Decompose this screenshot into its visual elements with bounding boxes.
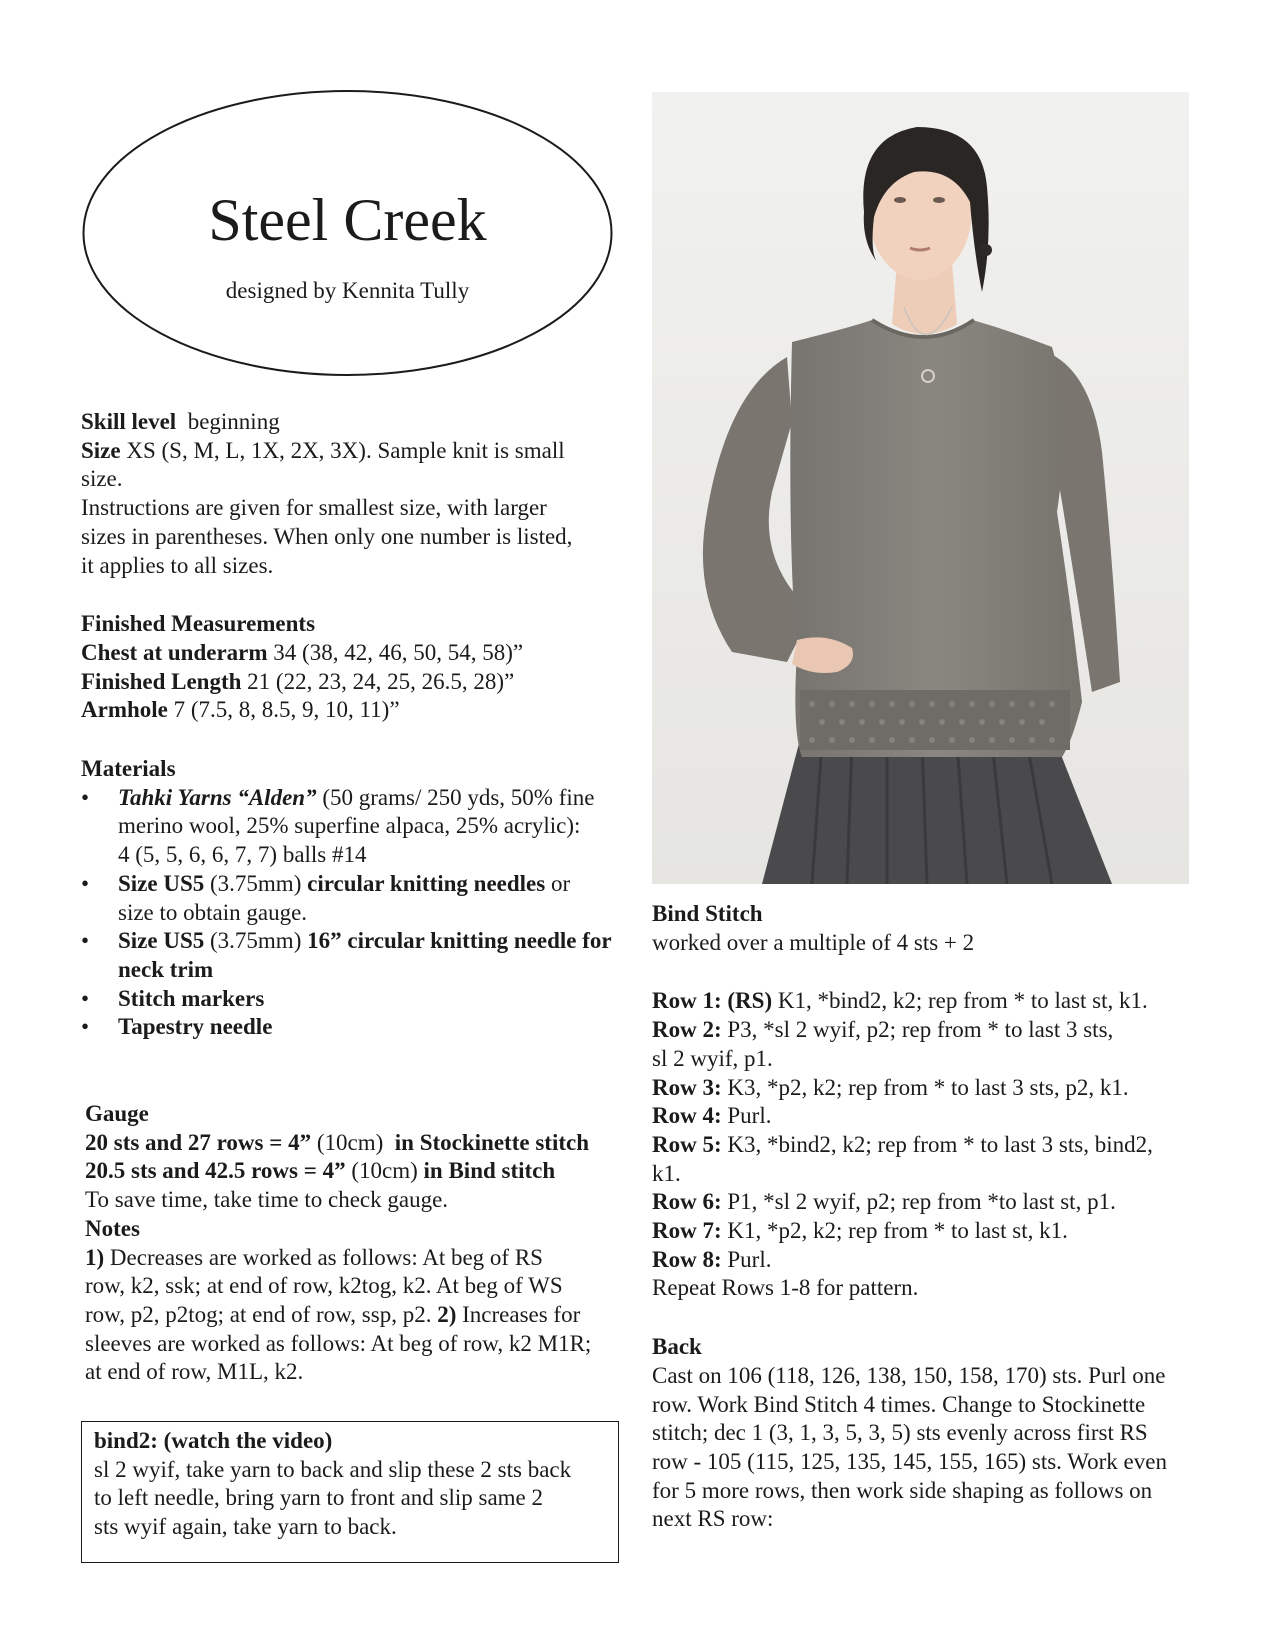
row-line: Row 3: K3, *p2, k2; rep from * to last 3 sts, p2, k1.: [652, 1074, 1129, 1100]
armhole-label: Armhole: [81, 697, 168, 723]
gauge-heading: Gauge: [85, 1101, 149, 1126]
skill-level-value: beginning: [187, 409, 280, 434]
row-line: Row 8: Purl.: [652, 1246, 772, 1272]
size-label: Size: [81, 437, 121, 463]
model-photo: [652, 92, 1189, 884]
skill-level-line: [81, 408, 621, 437]
row-line: Row 2: P3, *sl 2 wyif, p2; rep from * to last 3 sts,: [652, 1017, 1114, 1043]
row-line: Row 6: P1, *sl 2 wyif, p2; rep from *to last st, p1.: [652, 1189, 1116, 1215]
list-item: • Size US5 (3.75mm) circular knitting needles or: [81, 870, 621, 899]
notes-heading: Notes: [85, 1215, 140, 1241]
back-line: next RS row:: [652, 1506, 774, 1532]
back-heading: Back: [652, 1334, 702, 1360]
list-item: • Size US5 (3.75mm) 16” circular knitting needle for: [81, 927, 621, 956]
chest-label: Chest at underarm: [81, 639, 268, 665]
notes-line: row, k2, ssk; at end of row, k2tog, k2. At beg of WS: [85, 1273, 563, 1299]
length-value: 21 (22, 23, 24, 25, 26.5, 28)”: [247, 668, 515, 694]
back-line: Cast on 106 (118, 126, 138, 150, 158, 170) sts. Purl one: [652, 1362, 1166, 1388]
list-item: • Tahki Yarns “Alden” (50 grams/ 250 yds, 50% fine: [81, 784, 621, 813]
back-line: for 5 more rows, then work side shaping as follows on: [652, 1477, 1153, 1503]
gauge-notes-column: [85, 1100, 625, 1387]
gauge-check: To save time, take time to check gauge.: [85, 1187, 449, 1213]
back-line: row - 105 (115, 125, 135, 145, 155, 165) sts. Work even: [652, 1448, 1167, 1474]
size-line-cont: size.: [81, 466, 123, 492]
repeat-line: Repeat Rows 1-8 for pattern.: [652, 1275, 919, 1301]
instructions-line: sizes in parentheses. When only one number is listed,: [81, 523, 573, 549]
bind-stitch-subtitle: worked over a multiple of 4 sts + 2: [652, 929, 975, 955]
designer-credit: designed by Kennita Tully: [225, 278, 470, 303]
notes-line: 1) Decreases are worked as follows: At beg of RS: [85, 1244, 543, 1270]
row-line: Row 1: (RS) K1, *bind2, k2; rep from * to last st, k1.: [652, 988, 1148, 1014]
back-line: stitch; dec 1 (3, 1, 3, 5, 3, 5) sts evenly across first RS: [652, 1420, 1148, 1446]
row-line: Row 4: Purl.: [652, 1103, 772, 1129]
notes-line: at end of row, M1L, k2.: [85, 1359, 304, 1385]
instructions-line: Instructions are given for smallest size, with larger: [81, 495, 547, 521]
length-label: Finished Length: [81, 668, 242, 694]
row-line: Row 7: K1, *p2, k2; rep from * to last st, k1.: [652, 1218, 1068, 1244]
row-line: Row 5: K3, *bind2, k2; rep from * to last 3 sts, bind2,: [652, 1131, 1153, 1157]
bind2-box: [81, 1421, 619, 1563]
list-item-cont: 4 (5, 5, 6, 6, 7, 7) balls #14: [118, 842, 367, 868]
materials-list: [81, 784, 621, 1042]
bind-stitch-heading: Bind Stitch: [652, 901, 763, 926]
armhole-line: [81, 696, 621, 725]
back-line: row. Work Bind Stitch 4 times. Change to Stockinette: [652, 1391, 1146, 1417]
instructions-line: it applies to all sizes.: [81, 552, 274, 578]
list-item-cont: size to obtain gauge.: [118, 899, 308, 925]
row-line: k1.: [652, 1160, 681, 1186]
bind2-line: to left needle, bring yarn to front and slip same 2: [94, 1485, 544, 1511]
skill-level-label: Skill level: [81, 409, 177, 434]
bind2-line: sl 2 wyif, take yarn to back and slip these 2 sts back: [94, 1456, 572, 1482]
right-column: [652, 900, 1212, 1534]
gauge-line: 20 sts and 27 rows = 4” (10cm) in Stockinette stitch: [85, 1129, 589, 1155]
chest-value: 34 (38, 42, 46, 50, 54, 58)”: [273, 639, 524, 665]
pattern-title: Steel Creek: [208, 187, 487, 253]
chest-line: [81, 639, 621, 668]
row-line: sl 2 wyif, p1.: [652, 1045, 773, 1071]
bind2-line: sts wyif again, take yarn to back.: [94, 1514, 397, 1540]
materials-heading: Materials: [81, 756, 176, 782]
size-line: [81, 437, 621, 466]
list-item: • Stitch markers: [81, 985, 621, 1014]
list-item-cont: neck trim: [118, 956, 214, 982]
list-item: • Tapestry needle: [81, 1013, 621, 1042]
bind2-heading[interactable]: bind2: (watch the video): [94, 1428, 333, 1453]
measurements-heading: Finished Measurements: [81, 611, 316, 637]
notes-line: row, p2, p2tog; at end of row, ssp, p2. 2) Increases for: [85, 1301, 581, 1327]
notes-line: sleeves are worked as follows: At beg of row, k2 M1R;: [85, 1330, 592, 1356]
size-value: XS (S, M, L, 1X, 2X, 3X). Sample knit is small: [126, 437, 565, 463]
length-line: [81, 668, 621, 697]
armhole-value: 7 (7.5, 8, 8.5, 9, 10, 11)”: [173, 697, 400, 723]
left-column: [81, 408, 621, 1042]
gauge-line: 20.5 sts and 42.5 rows = 4” (10cm) in Bind stitch: [85, 1158, 556, 1184]
yarn-name: Tahki Yarns “Alden”: [118, 784, 317, 810]
list-item-cont: merino wool, 25% superfine alpaca, 25% acrylic):: [118, 813, 581, 839]
